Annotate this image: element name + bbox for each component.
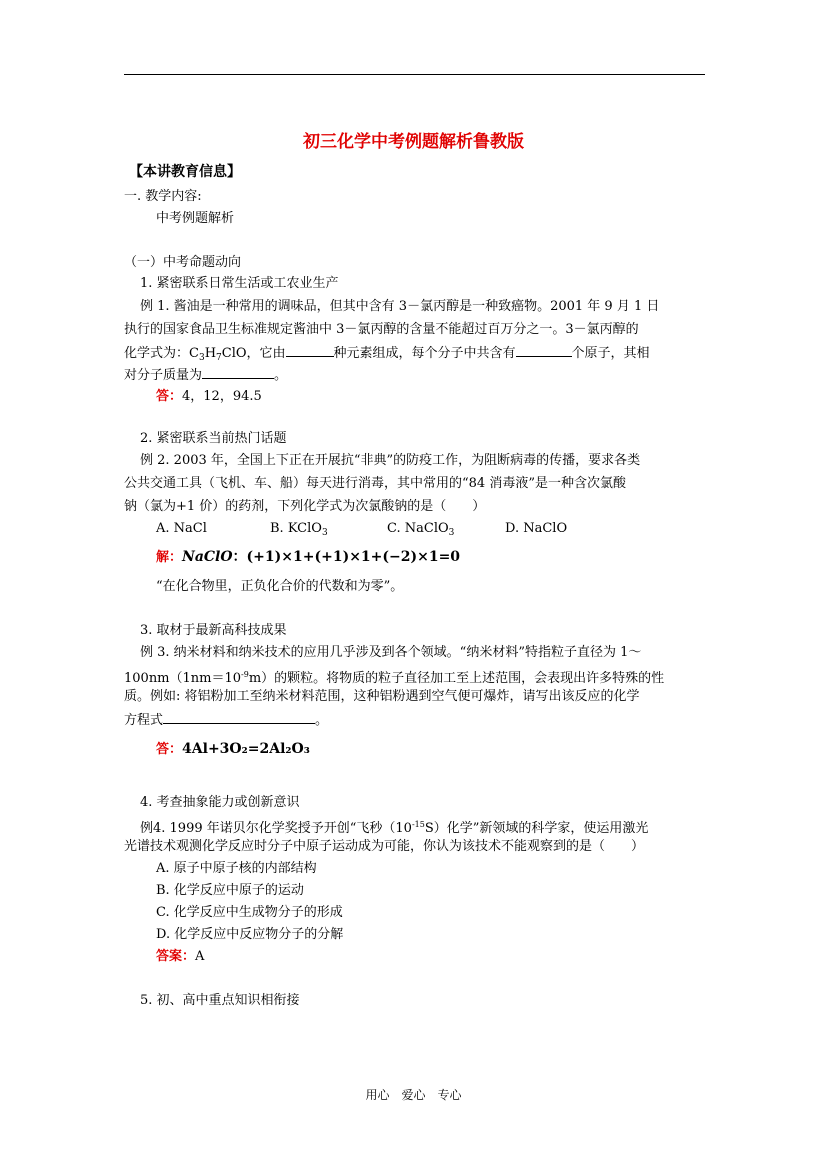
answer-label: 答： — [156, 389, 183, 404]
item4-answer — [156, 946, 204, 968]
question-text: 个原子，其相 — [571, 346, 650, 361]
question-text: 种元素组成，每个分子中共含有 — [333, 346, 516, 361]
item4-option-c: C. 化学反应中生成物分子的形成 — [156, 905, 343, 920]
answer-blank — [202, 364, 274, 379]
item3-line4 — [124, 709, 328, 732]
footer-text: 爱心 — [401, 1088, 426, 1102]
superscript: -9 — [241, 670, 249, 679]
item3-heading: 3. 取材于最新高科技成果 — [140, 623, 287, 638]
formula-prefix: 化学式为：C — [124, 346, 199, 361]
item2-option-a: A. NaCl — [156, 521, 207, 536]
item5-heading: 5. 初、高中重点知识相衔接 — [140, 993, 300, 1008]
answer-equation: 4Al+3O₂=2Al₂O₃ — [182, 741, 310, 757]
question-text: 例4. 1999 年诺贝尔化学奖授予开创“飞秒（10 — [140, 821, 412, 836]
subscript: 3 — [198, 353, 205, 363]
item2-line3: 钠（氯为+1 价）的药剂，下列化学式为次氯酸钠的是（ ） — [124, 499, 486, 514]
item2-heading: 2. 紧密联系当前热门话题 — [140, 431, 287, 446]
item2-line1: 例 2. 2003 年，全国上下正在开展抗“非典”的防疫工作，为阻断病毒的传播，要求各类 — [140, 453, 641, 468]
question-text: S）化学”新领域的科学家，使运用激光 — [424, 821, 649, 836]
item1-line2: 执行的国家食品卫生标准规定酱油中 3－氯丙醇的含量不能超过百万分之一。3－氯丙醇的 — [124, 322, 639, 337]
item1-heading: 1. 紧密联系日常生活或工农业生产 — [140, 276, 339, 291]
question-text: m）的颗粒。将物质的粒子直径加工至上述范围，会表现出许多特殊的性 — [248, 671, 665, 686]
question-text: 。 — [274, 368, 288, 383]
question-text: 。 — [315, 713, 329, 728]
formula-suffix: ClO，它由 — [221, 346, 286, 361]
teaching-content: 中考例题解析 — [156, 211, 235, 226]
answer-text: 4，12，94.5 — [182, 389, 262, 404]
footer-text: 专心 — [437, 1088, 462, 1102]
header-rule — [124, 74, 705, 75]
answer-text: A — [195, 949, 205, 964]
question-text: 对分子质量为 — [124, 368, 203, 383]
answer-blank — [516, 342, 572, 357]
item2-solution — [156, 546, 460, 569]
section-header: 【本讲教育信息】 — [129, 164, 241, 180]
item1-line1: 例 1. 酱油是一种常用的调味品，但其中含有 3－氯丙醇是一种致癌物。2001 年 9 月 1 日 — [140, 299, 660, 314]
option-text: C. NaClO — [387, 521, 449, 536]
item4-option-a: A. 原子中原子核的内部结构 — [156, 861, 317, 876]
subscript: 3 — [321, 528, 328, 538]
subscript: 3 — [448, 528, 455, 538]
answer-label: 答： — [156, 742, 183, 757]
answer-blank — [163, 709, 315, 724]
answer-blank — [286, 342, 334, 357]
solution-expression: ：(+1)×1+(+1)×1+(−2)×1=0 — [232, 549, 461, 565]
option-text: B. KClO — [270, 521, 322, 536]
item1-answer — [156, 386, 262, 408]
item3-line1: 例 3. 纳米材料和纳米技术的应用几乎涉及到各个领域。“纳米材料”特指粒子直径为 1～ — [140, 645, 642, 660]
item4-heading: 4. 考查抽象能力或创新意识 — [140, 795, 300, 810]
item3-answer — [156, 738, 310, 761]
answer-label: 答案： — [156, 949, 196, 964]
question-text: 100nm（1nm＝10 — [124, 671, 242, 686]
question-text: 方程式 — [124, 713, 164, 728]
item1-line4 — [124, 364, 287, 387]
formula-mid: H — [204, 346, 217, 361]
superscript: -15 — [411, 820, 425, 829]
item2-option-c — [387, 518, 454, 544]
item2-option-b — [270, 518, 328, 544]
teaching-label: 一. 教学内容: — [124, 189, 202, 204]
item3-line3: 质。例如: 将铝粉加工至纳米材料范围，这种铝粉遇到空气便可爆炸，请写出该反应的化学 — [124, 689, 640, 704]
item4-option-b: B. 化学反应中原子的运动 — [156, 883, 304, 898]
solution-formula: NaClO — [182, 549, 233, 565]
item2-line2: 公共交通工具（飞机、车、船）每天进行消毒，其中常用的“84 消毒液”是一种含次氯酸 — [124, 476, 626, 491]
item2-option-d: D. NaClO — [505, 521, 568, 536]
document-title: 初三化学中考例题解析鲁教版 — [303, 132, 524, 152]
part-heading: （一）中考命题动向 — [124, 255, 242, 270]
footer-text: 用心 — [365, 1088, 390, 1102]
item4-option-d: D. 化学反应中反应物分子的分解 — [156, 927, 344, 942]
item4-line2: 光谱技术观测化学反应时分子中原子运动成为可能，你认为该技术不能观察到的是（ ） — [124, 839, 645, 854]
page-footer — [0, 1084, 827, 1106]
subscript: 7 — [216, 353, 222, 363]
solution-label: 解： — [156, 550, 183, 565]
item2-note: “在化合物里，正负化合价的代数和为零”。 — [156, 579, 404, 594]
